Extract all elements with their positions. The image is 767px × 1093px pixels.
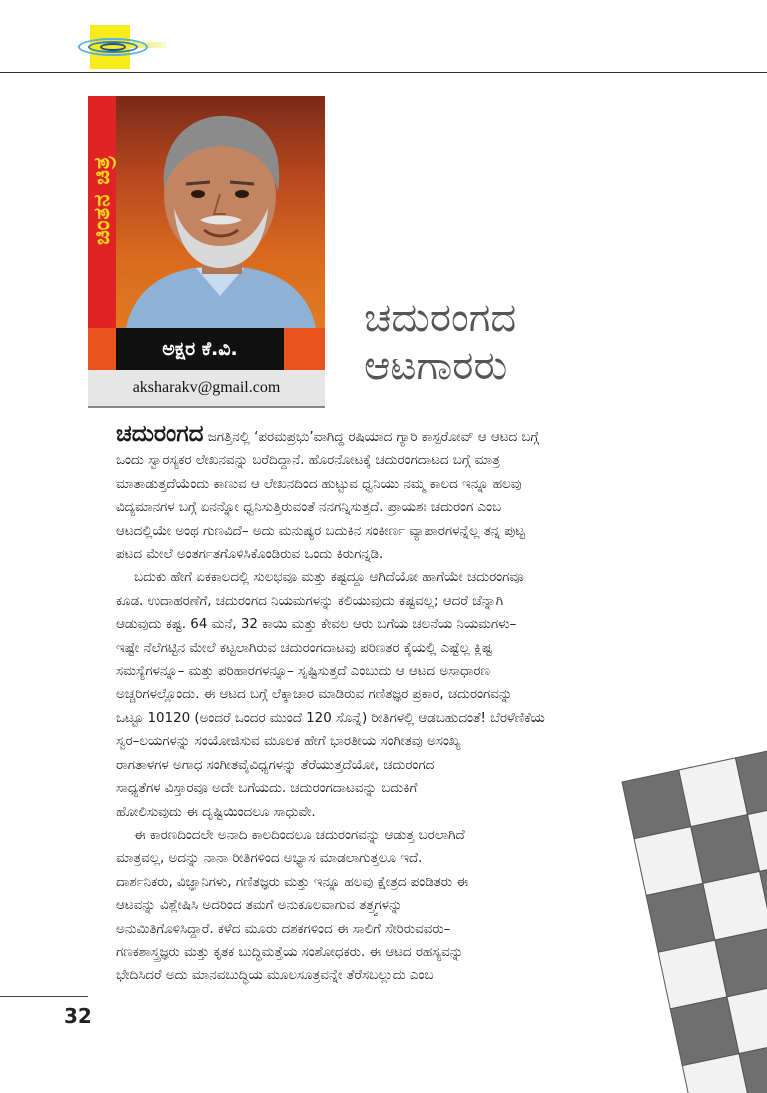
magazine-logo-icon [78,22,148,72]
article-headline [364,294,516,390]
body-line: ಭೇದಿಸಿದರೆ ಅದು ಮಾನವಬುದ್ಧಿಯ ಮೂಲಸೂತ್ರವನ್ನೇ ತೆರೆಸಬಲ್ಲುದು ಎಂಬ [116,968,434,984]
drop-word: ಚದುರಂಗದ [116,421,204,447]
body-line: ವಿದ್ಯಮಾನಗಳ ಬಗ್ಗೆ ಏನನ್ನೋ ಧ್ವನಿಸುತ್ತಿರುವಂತೆ ನನಗನ್ನಿಸುತ್ತದೆ. ಪ್ರಾಯಶಃ ಚದುರಂಗ ಎಂಬ [116,500,502,516]
body-line: ಗಣಕಶಾಸ್ತ್ರಜ್ಞರು ಮತ್ತು ಕೃತಕ ಬುದ್ಧಿಮತ್ತೆಯ ಸಂಶೋಧಕರು. ಈ ಆಟದ ರಹಸ್ಯವನ್ನು [116,944,464,960]
top-rule [0,72,767,73]
body-line: ರಾಗತಾಳಗಳ ಅಗಾಧ ಸಂಗೀತವೈವಿಧ್ಯಗಳನ್ನು ತೆರೆಯುತ್ತದೆಯೋ, ಚದುರಂಗದ [116,757,435,773]
body-line: ಹೋಲಿಸುವುದು ಈ ದೃಷ್ಟಿಯಿಂದಲೂ ಸಾಧುವೇ. [116,804,316,820]
body-line: ಕೂಡ. ಉದಾಹರಣೆಗೆ, ಚದುರಂಗದ ನಿಯಮಗಳನ್ನು ಕಲಿಯುವುದು ಕಷ್ಟವಲ್ಲ; ಆದರೆ ಚೆನ್ನಾಗಿ [116,593,504,609]
body-line: ದಾರ್ಶನಿಕರು, ವಿಜ್ಞಾನಿಗಳು, ಗಣಿತಜ್ಞರು ಮತ್ತು ಇನ್ನೂ ಹಲವು ಕ್ಷೇತ್ರದ ಪಂಡಿತರು ಈ [116,874,468,890]
author-email: aksharakv@gmail.com [88,370,325,408]
bottom-rule [0,996,88,997]
body-line: ಬದುಕು ಹೇಗೆ ಏಕಕಾಲದಲ್ಲಿ ಸುಲಭವೂ ಮತ್ತು ಕಷ್ಟದ್ದೂ ಆಗಿದೆಯೋ ಹಾಗೆಯೇ ಚದುರಂಗವೂ [134,570,524,586]
body-line: ಪಟದ ಮೇಲೆ ಅಂತರ್ಗತಗೊಳಿಸಿಕೊಂಡಿರುವ ಒಂದು ಕಿರುಗನ್ನಡಿ. [116,547,384,563]
chessboard-decoration [612,742,767,1093]
headline-line-2: ಆಟಗಾರರು [364,343,508,389]
body-line: ಅಚ್ಚರಿಗಳಲ್ಲೊಂದು. ಈ ಆಟದ ಬಗ್ಗೆ ಲೆಕ್ಕಾಚಾರ ಮಾಡಿರುವ ಗಣಿತಜ್ಞರ ಪ್ರಕಾರ, ಚದುರಂಗವನ್ನು [116,687,513,703]
body-line: ಮಾತ್ರವಲ್ಲ, ಅದನ್ನು ನಾನಾ ರೀತಿಗಳಿಂದ ಅಭ್ಯಾಸ ಮಾಡಲಾಗುತ್ತಲೂ ಇದೆ. [116,851,423,867]
body-line: ಸಾಧ್ಯತೆಗಳ ವಿಸ್ತಾರವೂ ಅದೇ ಬಗೆಯದು. ಚದುರಂಗದಾಟವನ್ನು ಬದುಕಿಗೆ [116,781,418,797]
body-line: ಅನುಮಿತಿಗೊಳಿಸಿದ್ದಾರೆ. ಕಳೆದ ಮೂರು ದಶಕಗಳಿಂದ ಈ ಸಾಲಿಗೆ ಸೇರಿರುವವರು– [116,921,451,937]
body-line: ಒಂದು ಸ್ವಾರಸ್ಯಕರ ಲೇಖನವನ್ನು ಬರೆದಿದ್ದಾನೆ. ಹೊರನೋಟಕ್ಕೆ ಚದುರಂಗದಾಟದ ಬಗ್ಗೆ ಮಾತ್ರ [116,453,500,469]
body-line: ಈ ಕಾರಣದಿಂದಲೇ ಅನಾದಿ ಕಾಲದಿಂದಲೂ ಚದುರಂಗವನ್ನು ಆಡುತ್ತ ಬರಲಾಗಿದೆ [134,827,465,843]
body-line: ಆಟವನ್ನು ವಿಶ್ಲೇಷಿಸಿ ಅದರಿಂದ ತಮಗೆ ಅನುಕೂಲವಾಗುವ ತತ್ತ್ವಗಳನ್ನು [116,898,403,914]
author-photo [116,96,325,328]
body-line: ಸ್ವರ–ಲಯಗಳನ್ನು ಸಂಯೋಜಿಸುವ ಮೂಲಕ ಹೇಗೆ ಭಾರತೀಯ ಸಂಗೀತವು ಅಸಂಖ್ಯ [116,734,461,750]
author-portrait-icon [116,96,325,328]
column-label: ಚಿಂತನ ಚಿತ್ರ [90,155,115,245]
body-line: ಸಮಸ್ಯೆಗಳನ್ನೂ– ಮತ್ತು ಪರಿಹಾರಗಳನ್ನೂ– ಸೃಷ್ಟಿಸುತ್ತದೆ ಎಂಬುದು ಆ ಆಟದ ಅಸಾಧಾರಣ [116,664,490,680]
body-line: ಚದುರಂಗದ ಜಗತ್ತಿನಲ್ಲಿ ‘ಪರಮಪ್ರಭು’ವಾಗಿದ್ದ ರಷಿಯಾದ ಗ್ಯಾರಿ ಕಾಸ್ಪರೋವ್ ಆ ಆಟದ ಬಗ್ಗೆ [116,421,539,447]
body-line: ಆಟದಲ್ಲಿಯೇ ಅಂಥ ಗುಣವಿದೆ– ಅದು ಮನುಷ್ಯರ ಬದುಕಿನ ಸಂಕೀರ್ಣ ವ್ಯಾಪಾರಗಳನ್ನೆಲ್ಲ ತನ್ನ ಪುಟ್ಟ [116,523,525,539]
chessboard-icon [612,742,767,1093]
page-number: 32 [64,1004,92,1028]
headline-line-1: ಚದುರಂಗದ [364,295,517,341]
author-name: ಅಕ್ಷರ ಕೆ.ವಿ. [116,328,284,370]
body-line: ಒಟ್ಟೂ 10120 (ಅಂದರೆ ಒಂದರ ಮುಂದೆ 120 ಸೊನ್ನೆ) ರೀತಿಗಳಲ್ಲಿ ಆಡಬಹುದಂತೆ! ಬೆರಳೆಣಿಕೆಯ [116,710,545,726]
paragraph-1 [116,421,716,566]
logo-ring-inner [100,43,126,51]
body-line: ಮಾತಾಡುತ್ತದೆಯೆಂದು ಕಾಣುವ ಆ ಲೇಖನದಿಂದ ಹುಟ್ಟುವ ಧ್ವನಿಯು ನಮ್ಮ ಕಾಲದ ಇನ್ನೂ ಹಲವು [116,476,522,492]
body-line: ಆಡುವುದು ಕಷ್ಟ. 64 ಮನೆ, 32 ಕಾಯಿ ಮತ್ತು ಕೇವಲ ಆರು ಬಗೆಯ ಚಲನೆಯ ನಿಯಮಗಳು– [116,617,517,633]
body-line: ಇಷ್ಟೇ ನೆಲೆಗಟ್ಟಿನ ಮೇಲೆ ಕಟ್ಟಲಾಗಿರುವ ಚದುರಂಗದಾಟವು ಪರಿಣತರ ಕೈಯಲ್ಲಿ ಎಷ್ಟೆಲ್ಲ ಕ್ಲಿಷ್ಟ [116,640,493,656]
chess-square [703,871,767,940]
